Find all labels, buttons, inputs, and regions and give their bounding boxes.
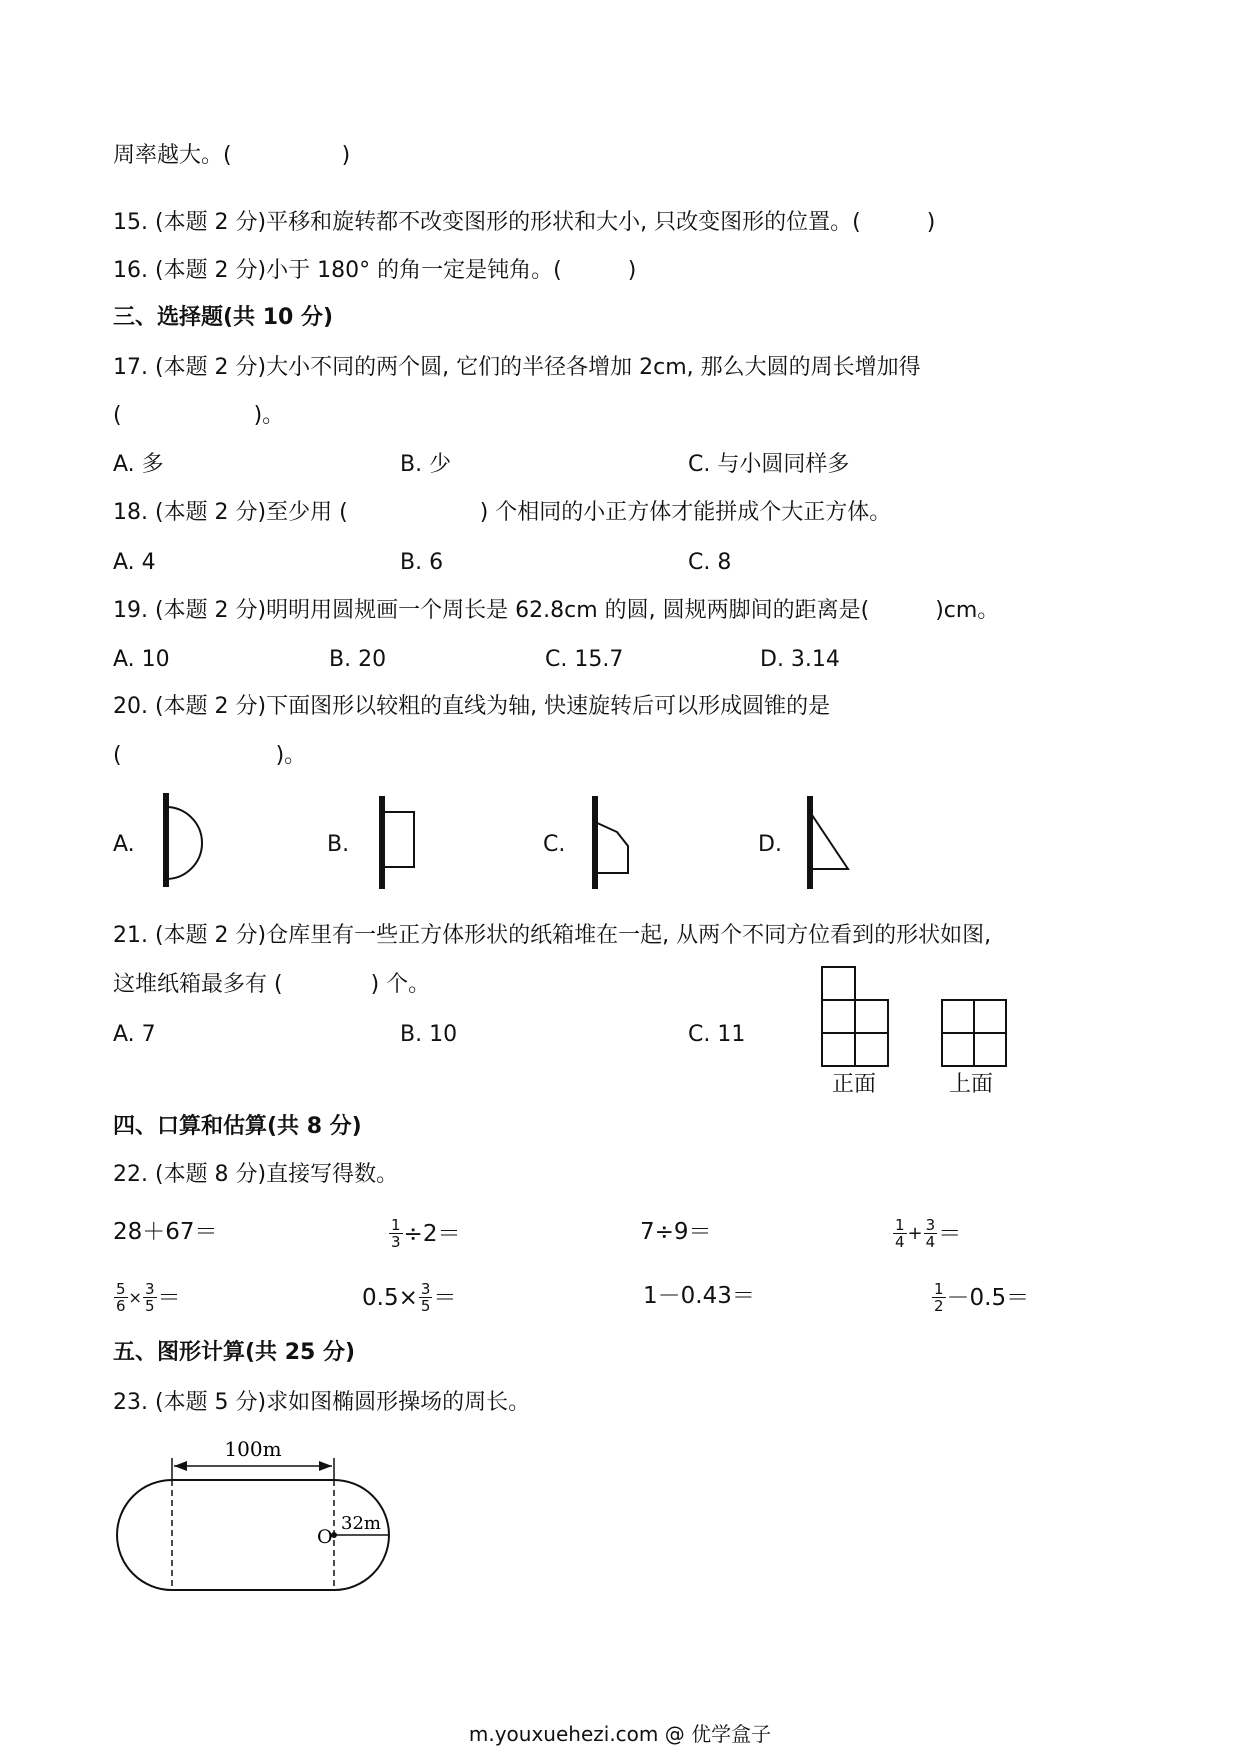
q21-option-b[interactable]: B. 10 xyxy=(400,1022,458,1047)
fraction: $\frac{3}{5}$ xyxy=(420,1280,431,1315)
section-3-heading: 三、选择题(共 10 分) xyxy=(113,305,334,330)
calc-1-text: 28＋67＝ xyxy=(113,1219,218,1245)
q17-option-c[interactable]: C. 与小圆同样多 xyxy=(688,452,850,477)
q18-option-c[interactable]: C. 8 xyxy=(688,550,732,575)
q19-option-c[interactable]: C. 15.7 xyxy=(545,647,624,672)
section-4-heading: 四、口算和估算(共 8 分) xyxy=(113,1114,362,1139)
fraction: $\frac{5}{6}$ xyxy=(116,1280,126,1315)
calc-2-text: ÷2＝ xyxy=(403,1220,461,1247)
q20-figure-semicircle xyxy=(150,790,210,890)
calc-3-text: 7÷9＝ xyxy=(640,1219,712,1245)
q20-figure-rectangle xyxy=(370,790,430,890)
fraction: $\frac{3}{5}$ xyxy=(144,1280,155,1315)
question-17-blank: ( )。 xyxy=(113,403,285,428)
track-radius-label: 32m xyxy=(341,1513,381,1534)
q19-option-b[interactable]: B. 20 xyxy=(329,647,387,672)
calc-2 xyxy=(388,1217,460,1250)
q21-front-label: 正面 xyxy=(832,1072,877,1097)
question-16: 16. (本题 2 分)小于 180° 的角一定是钝角。( ) xyxy=(113,258,637,283)
calc-4: $\frac{1}{4}$ + $\frac{3}{4}$ ＝ xyxy=(895,1216,962,1251)
q14-tail: 周率越大。( ) xyxy=(113,143,351,168)
question-21-blank: 这堆纸箱最多有 ( ) 个。 xyxy=(113,972,431,997)
section-5-heading: 五、图形计算(共 25 分) xyxy=(113,1340,356,1365)
track-center-label: O xyxy=(317,1526,333,1548)
q21-front-view xyxy=(820,966,892,1068)
q19-option-d[interactable]: D. 3.14 xyxy=(760,647,840,672)
q19-option-a[interactable]: A. 10 xyxy=(113,647,170,672)
calc-5: $\frac{5}{6}$ × $\frac{3}{5}$ ＝ xyxy=(116,1280,181,1315)
q21-top-view xyxy=(940,998,1010,1068)
question-15: 15. (本题 2 分)平移和旋转都不改变图形的形状和大小, 只改变图形的位置。( ) xyxy=(113,210,936,235)
q20-option-a[interactable]: A. xyxy=(113,832,135,857)
track-length-label: 100m xyxy=(224,1437,282,1461)
question-23: 23. (本题 5 分)求如图椭圆形操场的周长。 xyxy=(113,1390,531,1415)
question-22: 22. (本题 8 分)直接写得数。 xyxy=(113,1162,399,1187)
q20-option-d[interactable]: D. xyxy=(758,832,782,857)
question-18: 18. (本题 2 分)至少用 ( ) 个相同的小正方体才能拼成个大正方体。 xyxy=(113,500,892,525)
q17-option-b[interactable]: B. 少 xyxy=(400,452,452,477)
q20-figure-pentagon xyxy=(585,790,645,890)
footer-watermark: m.youxuehezi.com @ 优学盒子 xyxy=(468,1722,772,1746)
track-diagram xyxy=(105,1430,405,1600)
calc-6: 0.5× $\frac{3}{5}$ ＝ xyxy=(362,1280,457,1315)
question-21: 21. (本题 2 分)仓库里有一些正方体形状的纸箱堆在一起, 从两个不同方位看到的形状如图, xyxy=(113,923,992,948)
question-20: 20. (本题 2 分)下面图形以较粗的直线为轴, 快速旋转后可以形成圆锥的是 xyxy=(113,694,831,719)
fraction: $\frac{3}{4}$ xyxy=(925,1216,936,1251)
q20-figure-triangle xyxy=(800,790,860,890)
calc-7-text: 1－0.43＝ xyxy=(643,1283,755,1309)
calc-1 xyxy=(113,1217,218,1247)
question-20-blank: ( )。 xyxy=(113,743,307,768)
calc-7 xyxy=(643,1281,755,1311)
q20-option-c[interactable]: C. xyxy=(543,832,566,857)
calc-3 xyxy=(640,1217,712,1247)
q18-option-a[interactable]: A. 4 xyxy=(113,550,156,575)
question-17: 17. (本题 2 分)大小不同的两个圆, 它们的半径各增加 2cm, 那么大圆的周长增加得 xyxy=(113,355,921,380)
fraction: $\frac{1}{4}$ xyxy=(895,1216,905,1251)
q17-option-a[interactable]: A. 多 xyxy=(113,452,164,477)
calc-8: $\frac{1}{2}$ －0.5＝ xyxy=(934,1280,1030,1315)
q20-option-b[interactable]: B. xyxy=(327,832,350,857)
q21-option-a[interactable]: A. 7 xyxy=(113,1022,156,1047)
q21-top-label: 上面 xyxy=(949,1072,994,1097)
fraction: $\frac{1}{3}$ xyxy=(391,1216,401,1251)
q18-option-b[interactable]: B. 6 xyxy=(400,550,444,575)
question-19: 19. (本题 2 分)明明用圆规画一个周长是 62.8cm 的圆, 圆规两脚间的距离是( )cm。 xyxy=(113,598,1000,623)
q21-option-c[interactable]: C. 11 xyxy=(688,1022,746,1047)
fraction: $\frac{1}{2}$ xyxy=(934,1280,944,1315)
